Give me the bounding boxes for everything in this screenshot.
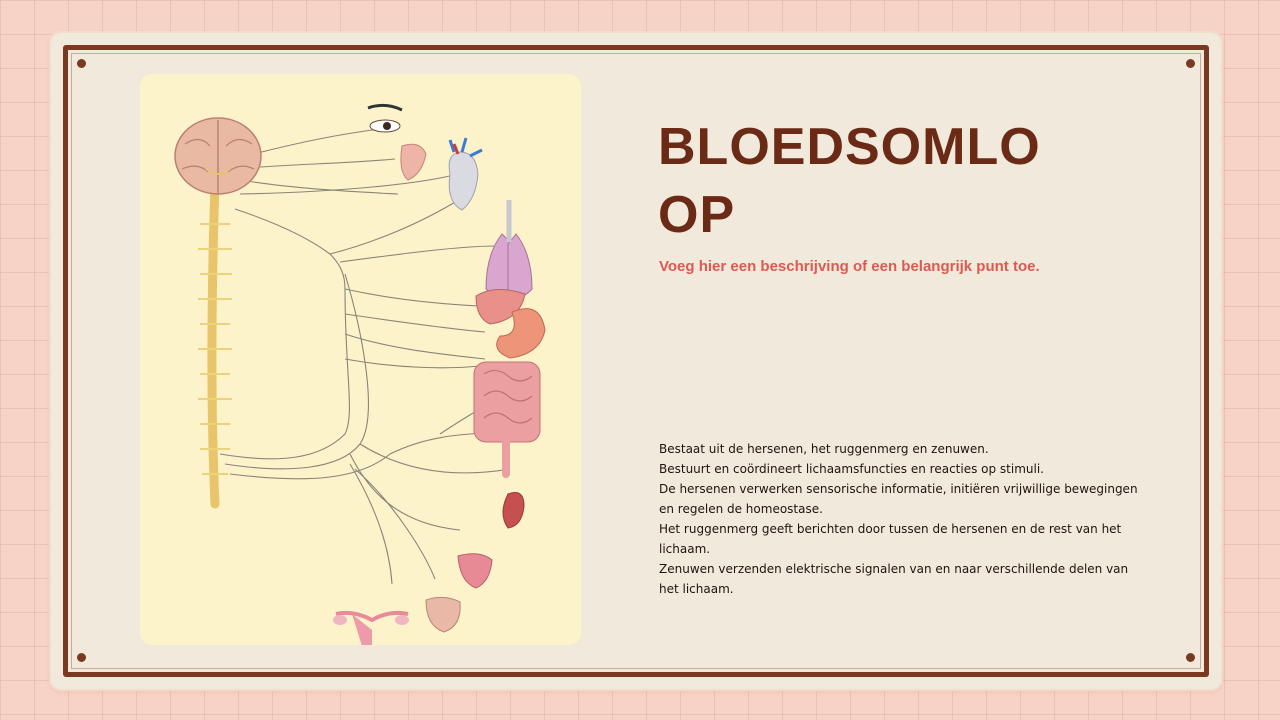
slide-title: BLOEDSOMLOOP	[658, 118, 1041, 244]
bullet-list	[659, 439, 1149, 599]
salivary-gland-icon	[401, 144, 426, 180]
heart-icon	[449, 138, 482, 210]
nervous-system-diagram	[140, 74, 581, 645]
bullet-item: Het ruggenmerg geeft berichten door tussen de hersenen en de rest van het lichaam.	[659, 522, 1122, 556]
bladder-icon	[458, 554, 492, 588]
bullet-item: De hersenen verwerken sensorische informatie, initiëren vrijwillige bewegingen en regelen de homeostase.	[659, 482, 1138, 516]
screw-top-right	[1186, 59, 1195, 68]
screw-top-left	[77, 59, 86, 68]
bullet-item: Bestuurt en coördineert lichaamsfuncties en reacties op stimuli.	[659, 462, 1044, 476]
slide-subtitle: Voeg hier een beschrijving of een belangrijk punt toe.	[659, 258, 1040, 275]
brain-icon	[175, 118, 261, 194]
nervous-system-illustration	[140, 74, 581, 645]
uterus-icon	[333, 613, 409, 645]
screw-bottom-left	[77, 653, 86, 662]
kidney-icon	[503, 493, 524, 529]
bullet-item: Zenuwen verzenden elektrische signalen van en naar verschillende delen van het lichaam.	[659, 562, 1129, 596]
spinal-cord-icon	[198, 184, 232, 504]
lungs-icon	[486, 200, 532, 298]
bullet-item: Bestaat uit de hersenen, het ruggenmerg en zenuwen.	[659, 442, 989, 456]
slide-board	[51, 33, 1221, 689]
intestines-icon	[474, 362, 540, 474]
reproductive-organ-icon	[426, 597, 460, 632]
eye-icon	[368, 105, 402, 132]
screw-bottom-right	[1186, 653, 1195, 662]
